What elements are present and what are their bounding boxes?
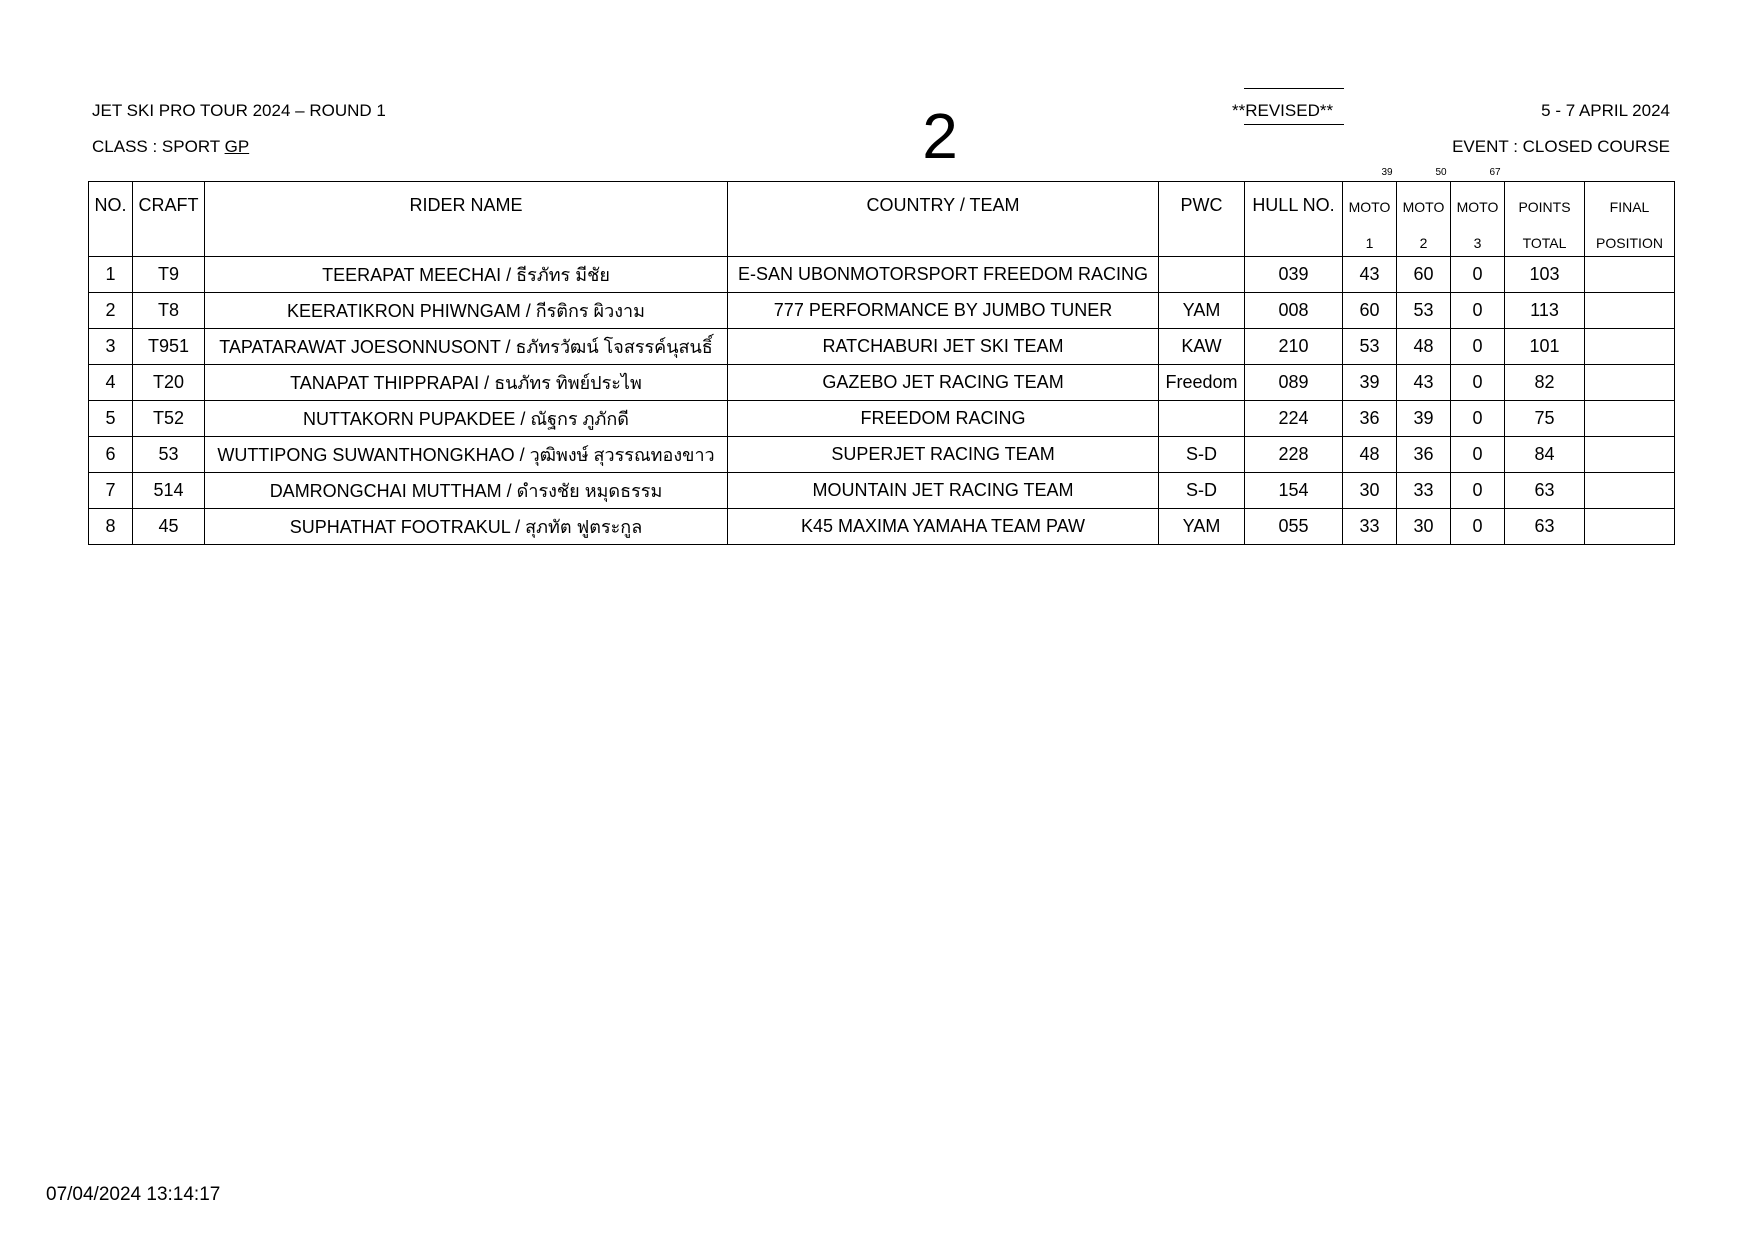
cell-final-position <box>1585 257 1675 293</box>
cell-no: 8 <box>89 509 133 545</box>
event-title: JET SKI PRO TOUR 2024 – ROUND 1 <box>92 101 386 120</box>
cell-team: FREEDOM RACING <box>728 401 1159 437</box>
cell-team: K45 MAXIMA YAMAHA TEAM PAW <box>728 509 1159 545</box>
cell-points-total: 63 <box>1505 509 1585 545</box>
cell-points-total: 63 <box>1505 473 1585 509</box>
cell-craft: 514 <box>133 473 205 509</box>
table-row <box>89 257 1675 293</box>
moto1-small-number: 39 <box>1381 167 1393 178</box>
cell-no: 6 <box>89 437 133 473</box>
cell-craft: 45 <box>133 509 205 545</box>
cell-final-position <box>1585 365 1675 401</box>
col-header-final: FINAL POSITION <box>1585 182 1675 257</box>
moto3-small-number: 67 <box>1489 167 1501 178</box>
cell-rider: NUTTAKORN PUPAKDEE / ณัฐกร ภูภักดี <box>205 401 728 437</box>
cell-moto1: 39 <box>1343 365 1397 401</box>
cell-no: 7 <box>89 473 133 509</box>
class-prefix: CLASS : SPORT <box>92 137 225 156</box>
cell-craft: T9 <box>133 257 205 293</box>
revised-underline <box>1244 124 1344 125</box>
cell-hull: 228 <box>1245 437 1343 473</box>
cell-moto2: 43 <box>1397 365 1451 401</box>
col-header-pwc: PWC <box>1159 182 1245 257</box>
cell-team: E-SAN UBONMOTORSPORT FREEDOM RACING <box>728 257 1159 293</box>
cell-hull: 008 <box>1245 293 1343 329</box>
col-header-team: COUNTRY / TEAM <box>728 182 1159 257</box>
cell-moto3: 0 <box>1451 293 1505 329</box>
table-row <box>89 293 1675 329</box>
col-header-rider: RIDER NAME <box>205 182 728 257</box>
revised-overline <box>1244 88 1344 89</box>
cell-moto3: 0 <box>1451 329 1505 365</box>
cell-moto2: 39 <box>1397 401 1451 437</box>
cell-rider: DAMRONGCHAI MUTTHAM / ดำรงชัย หมุดธรรม <box>205 473 728 509</box>
cell-moto2: 33 <box>1397 473 1451 509</box>
cell-team: RATCHABURI JET SKI TEAM <box>728 329 1159 365</box>
cell-moto2: 36 <box>1397 437 1451 473</box>
cell-final-position <box>1585 437 1675 473</box>
cell-moto1: 60 <box>1343 293 1397 329</box>
col-header-no: NO. <box>89 182 133 257</box>
cell-moto2: 48 <box>1397 329 1451 365</box>
sheet-number: 2 <box>922 100 958 172</box>
table-row <box>89 509 1675 545</box>
class-line <box>92 138 249 155</box>
cell-pwc <box>1159 401 1245 437</box>
cell-pwc: YAM <box>1159 293 1245 329</box>
cell-team: SUPERJET RACING TEAM <box>728 437 1159 473</box>
cell-moto3: 0 <box>1451 437 1505 473</box>
table-header-row <box>89 182 1675 257</box>
cell-points-total: 75 <box>1505 401 1585 437</box>
revised-label: **REVISED** <box>1232 101 1334 120</box>
col-header-moto2: MOTO 2 <box>1397 182 1451 257</box>
print-timestamp: 07/04/2024 13:14:17 <box>46 1184 221 1205</box>
cell-pwc: S-D <box>1159 473 1245 509</box>
cell-hull: 154 <box>1245 473 1343 509</box>
cell-moto1: 48 <box>1343 437 1397 473</box>
cell-moto3: 0 <box>1451 509 1505 545</box>
col-header-points: POINTS TOTAL <box>1505 182 1585 257</box>
cell-craft: T951 <box>133 329 205 365</box>
cell-no: 5 <box>89 401 133 437</box>
cell-no: 3 <box>89 329 133 365</box>
cell-final-position <box>1585 329 1675 365</box>
cell-hull: 055 <box>1245 509 1343 545</box>
cell-no: 2 <box>89 293 133 329</box>
cell-craft: T8 <box>133 293 205 329</box>
cell-moto1: 53 <box>1343 329 1397 365</box>
cell-moto1: 33 <box>1343 509 1397 545</box>
cell-craft: 53 <box>133 437 205 473</box>
results-table <box>88 181 1675 545</box>
cell-rider: SUPHATHAT FOOTRAKUL / สุภทัต ฟูตระกูล <box>205 509 728 545</box>
cell-moto1: 43 <box>1343 257 1397 293</box>
cell-pwc: KAW <box>1159 329 1245 365</box>
cell-hull: 039 <box>1245 257 1343 293</box>
cell-pwc <box>1159 257 1245 293</box>
cell-moto1: 30 <box>1343 473 1397 509</box>
cell-pwc: Freedom <box>1159 365 1245 401</box>
class-value: GP <box>224 137 250 156</box>
cell-moto3: 0 <box>1451 365 1505 401</box>
cell-moto2: 30 <box>1397 509 1451 545</box>
moto2-small-number: 50 <box>1435 167 1447 178</box>
col-header-moto1: MOTO 1 <box>1343 182 1397 257</box>
table-row <box>89 365 1675 401</box>
table-row <box>89 329 1675 365</box>
cell-hull: 089 <box>1245 365 1343 401</box>
cell-no: 4 <box>89 365 133 401</box>
cell-pwc: YAM <box>1159 509 1245 545</box>
table-row <box>89 437 1675 473</box>
cell-hull: 224 <box>1245 401 1343 437</box>
cell-moto3: 0 <box>1451 257 1505 293</box>
cell-craft: T20 <box>133 365 205 401</box>
cell-final-position <box>1585 509 1675 545</box>
cell-pwc: S-D <box>1159 437 1245 473</box>
cell-hull: 210 <box>1245 329 1343 365</box>
cell-points-total: 113 <box>1505 293 1585 329</box>
cell-moto3: 0 <box>1451 473 1505 509</box>
cell-points-total: 103 <box>1505 257 1585 293</box>
cell-final-position <box>1585 401 1675 437</box>
cell-rider: TAPATARAWAT JOESONNUSONT / ธภัทรวัฒน์ โจสรรค์นุสนธิ์ <box>205 329 728 365</box>
cell-moto1: 36 <box>1343 401 1397 437</box>
cell-rider: KEERATIKRON PHIWNGAM / กีรติกร ผิวงาม <box>205 293 728 329</box>
cell-moto2: 53 <box>1397 293 1451 329</box>
cell-final-position <box>1585 473 1675 509</box>
col-header-moto3: MOTO 3 <box>1451 182 1505 257</box>
table-row <box>89 473 1675 509</box>
cell-no: 1 <box>89 257 133 293</box>
cell-final-position <box>1585 293 1675 329</box>
col-header-craft: CRAFT <box>133 182 205 257</box>
cell-craft: T52 <box>133 401 205 437</box>
cell-points-total: 101 <box>1505 329 1585 365</box>
cell-team: MOUNTAIN JET RACING TEAM <box>728 473 1159 509</box>
event-date: 5 - 7 APRIL 2024 <box>1541 101 1670 120</box>
cell-points-total: 82 <box>1505 365 1585 401</box>
cell-team: GAZEBO JET RACING TEAM <box>728 365 1159 401</box>
cell-rider: WUTTIPONG SUWANTHONGKHAO / วุฒิพงษ์ สุวรรณทองขาว <box>205 437 728 473</box>
cell-moto2: 60 <box>1397 257 1451 293</box>
cell-points-total: 84 <box>1505 437 1585 473</box>
table-row <box>89 401 1675 437</box>
cell-team: 777 PERFORMANCE BY JUMBO TUNER <box>728 293 1159 329</box>
cell-rider: TANAPAT THIPPRAPAI / ธนภัทร ทิพย์ประไพ <box>205 365 728 401</box>
event-type: EVENT : CLOSED COURSE <box>1452 137 1670 156</box>
cell-moto3: 0 <box>1451 401 1505 437</box>
cell-rider: TEERAPAT MEECHAI / ธีรภัทร มีชัย <box>205 257 728 293</box>
col-header-hull: HULL NO. <box>1245 182 1343 257</box>
